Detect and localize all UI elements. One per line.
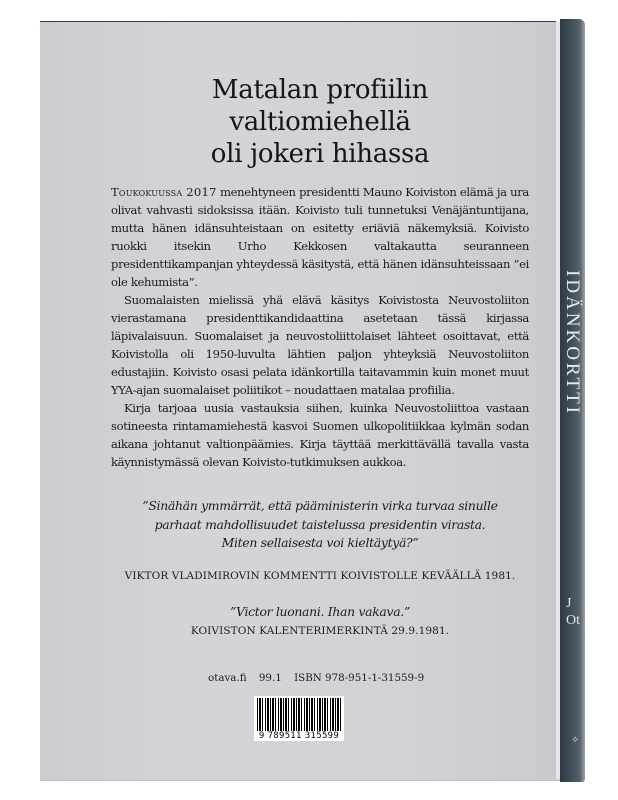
quote-line: ”Victor luonani. Ihan vakava.” <box>230 604 410 619</box>
barcode-bars <box>257 698 341 732</box>
spine-title-text: IDÄNKORTTI <box>562 269 584 417</box>
barcode <box>254 696 344 740</box>
blurb-paragraph-3: Kirja tarjoaa uusia vastauksia siihen, kuinka Neuvostoliittoa vastaan sotineesta rintamamiehestä kasvoi Suomen ulkopolitiikkaa kylmän sodan aikana johtanut valtionpäämies. Kirja täyttää merkittävällä tavalla vasta käynnistymässä olevan Koivisto-tutkimuksen aukkoa. <box>111 401 529 469</box>
classification: 99.1 <box>258 672 282 684</box>
isbn: ISBN 978-951-1-31559-9 <box>294 672 425 684</box>
headline-line-1: Matalan profiilin <box>211 75 429 105</box>
quote-line: ”Sinähän ymmärrät, että pääministerin virka turvaa sinulle <box>142 498 498 513</box>
headline-line-2: valtiomiehellä <box>229 107 411 137</box>
publisher-site: otava.fi <box>208 672 247 684</box>
quote-2 <box>110 603 530 622</box>
spine-author-line-2: Ot <box>566 613 580 628</box>
quote-line: Miten sellaisesta voi kieltäytyä?” <box>221 535 419 550</box>
quote-1-attribution: VIKTOR VLADIMIROVIN KOMMENTTI KOIVISTOLLE KEVÄÄLLÄ 1981. <box>124 570 516 582</box>
paragraph-text: menehtyneen presidentti Mauno Koiviston elämä ja ura olivat vahvasti sidoksissa itään. Koivisto tuli tunnetuksi Venäjäntuntijana, mutta hänen idänsuhteistaan on esitetty eriäviä näkemyksiä. Koivisto ruokki itsekin Urho Kekkosen valtakautta seuranneen presidenttikampanjan yhteydessä käsitystä, että hänen idänsuhteissaan ”ei ole kehumista”. <box>111 185 529 289</box>
blurb-paragraph-1 <box>111 183 529 291</box>
barcode-number: 9 789511 315599 <box>254 731 344 741</box>
spine-author <box>566 595 580 629</box>
blurb-paragraph-2: Suomalaisten mielissä yhä elävä käsitys Koivistosta Neuvostoliiton vierastamana presidenttikandidaattina asetetaan tässä kirjassa läpivalaisuun. Suomalaiset ja neuvostoliittolaiset lähteet osoittavat, että Koivistolla oli 1950-luvulta lähtien paljon yhteyksiä Neuvostoliiton edustajiin. Koivisto osasi pelata idänkortilla taitavammin kuin monet muut YYA-ajan suomalaiset poliitikot – noudattaen matalaa profiilia. <box>111 293 529 397</box>
quote-2-attribution: KOIVISTON KALENTERIMERKINTÄ 29.9.1981. <box>190 625 450 637</box>
quote-1 <box>110 497 530 553</box>
lead-in: Toukokuussa 2017 <box>111 185 217 199</box>
otava-logo-icon: ✧ <box>571 735 580 746</box>
spine-author-line-1: J <box>566 596 572 611</box>
headline-line-3: oli jokeri hihassa <box>210 139 430 169</box>
headline <box>120 74 520 170</box>
publisher-info <box>180 672 480 684</box>
quote-line: parhaat mahdollisuudet taistelussa presidentin virasta. <box>154 516 486 532</box>
spine-title <box>561 248 583 438</box>
blurb <box>111 183 529 471</box>
